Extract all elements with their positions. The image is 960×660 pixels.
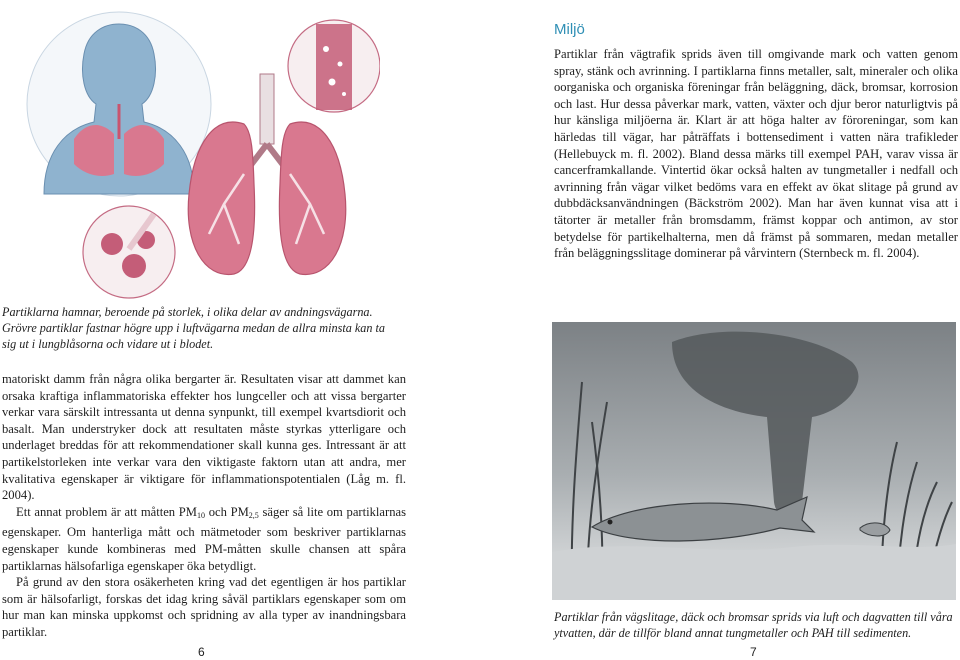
left-paragraph-3: På grund av den stora osäkerheten kring vad det egentligen är hos partiklar som är hälsofarligt, forskas det idag kring såväl partiklars egenskaper som om hur man kan minska uppkomst och spridning av alla typer av inandningsbara partiklar. xyxy=(2,575,406,639)
pike-figure-caption: Partiklar från vägslitage, däck och bromsar sprids via luft och dagvatten till våra ytvatten, där de tillför bland annat tungmetaller och PAH till sedimenten. xyxy=(554,610,953,640)
page-number-right: 7 xyxy=(750,645,757,659)
left-body-text xyxy=(2,371,406,641)
trachea-detail-figure xyxy=(288,20,380,112)
pm-text-2: och PM xyxy=(205,504,249,519)
pm25-subscript: 2,5 xyxy=(248,510,259,520)
left-paragraph-2 xyxy=(2,504,406,574)
pm-text-1: Ett annat problem är att måtten PM xyxy=(16,504,197,519)
lung-figure-caption: Partiklarna hamnar, beroende på storlek, i olika delar av andningsvägarna. Grövre partiklar fastnar högre upp i luftvägarna medan de allra minsta kan ta sig ut i lungblåsorna och vidare ut i blodet. xyxy=(2,305,385,351)
left-paragraph-1: matoriskt damm från några olika bergarter är. Resultaten visar att dammet kan orsaka kraftiga inflammatoriska effekter hos lungceller och att vissa bergarter verkar vara särskilt intressanta ut denna synpunkt, till exempel kvartsdiorit och basalt. Man understryker dock att resultaten måste styrkas ytterligare och underlaget breddas för att rekommendationer skall kunna ges. Intressant är att partikelstorleken inte verkar vara den viktigaste faktorn utan att andra, mer kvalitativa egenskaper är viktigare för inflammationspotentialen (Låg m. fl. 2004). xyxy=(2,372,406,503)
page-number-left: 6 xyxy=(198,645,205,659)
lung-illustration xyxy=(4,4,380,304)
human-torso-figure xyxy=(27,12,211,196)
right-body-text: Partiklar från vägtrafik sprids även till omgivande mark och vatten genom spray, stänk och avrinning. I partiklarna finns metaller, salt, mineraler och olika oorganiska och organiska föreningar från beläggning, däck, bromsar, korrosion och last. Hur dessa påverkar mark, vatten, växter och djur beror naturligtvis på hur känsliga miljöerna är. Klart är att höga halter av föroreningar, som kan härledas till vägar, har påträffats i bottensediment i vatten nära trafikleder (Hellebuyck m. fl. 2002). Bland dessa märks till exempel PAH, varav vissa är cancerframkallande. Vintertid ökar också halten av tungmetaller i nedfall och avrinning från vägar vilket bedöms vara en effekt av ökat slitage på grund av dubbdäcksanvändningen (Bäckström 2002). Man har även kunnat visa att i tätorter är metaller från bromsdamm, främst koppar och antimon, av stor betydelse för partikelhalterna, men då främst på sommaren, medan metaller från beläggningsslitage dominerar på vårvintern (Sternbeck m. fl. 2004). xyxy=(554,47,958,261)
alveoli-detail-figure xyxy=(83,206,175,298)
underwater-pike-illustration xyxy=(552,322,956,600)
pm-text-3: säger så lite om partiklarnas egenskaper. Om hanterliga mått och mätmetoder som beskriver partiklarnas egenskaper kunde kombineras med PM-måtten skulle chansen att spåra partiklarnas hälsofarliga egenskaper öka betydligt. xyxy=(2,504,406,573)
pm10-subscript: 10 xyxy=(197,510,205,520)
section-title: Miljö xyxy=(554,21,585,38)
